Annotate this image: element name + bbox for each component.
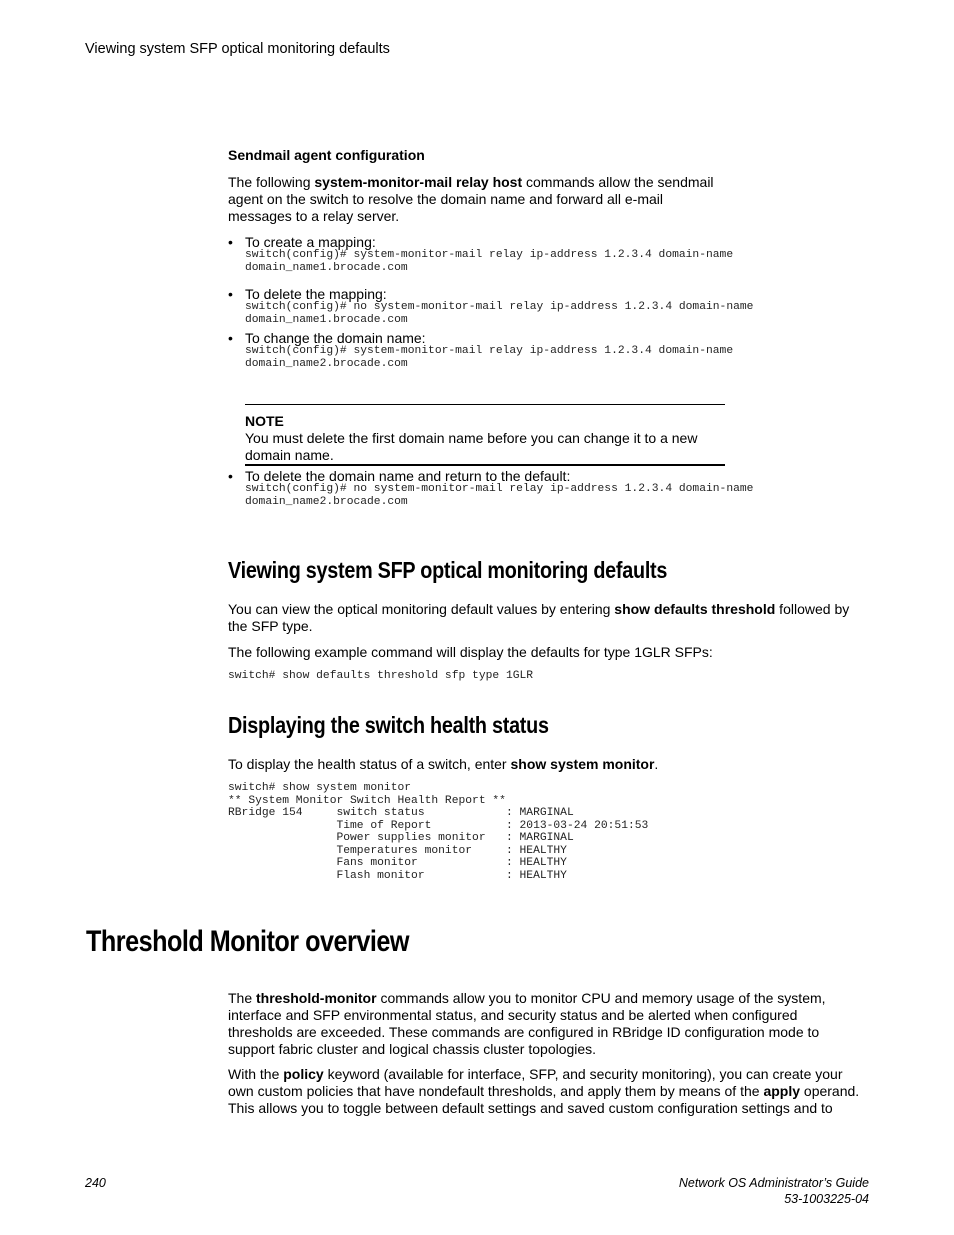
chapter-heading: Threshold Monitor overview <box>86 925 409 958</box>
section-heading-sendmail: Sendmail agent configuration <box>228 147 425 163</box>
code-block: switch# show defaults threshold sfp type 1GLR <box>228 670 534 682</box>
sfp-example-paragraph: The following example command will display the defaults for type 1GLR SFPs: <box>228 644 713 660</box>
page-number: 240 <box>85 1176 106 1190</box>
sendmail-intro-paragraph: The following system-monitor-mail relay host commands allow the sendmail agent on the switch to resolve the domain name and forward all e-mail messages to a relay server. <box>228 174 714 224</box>
code-block: switch(config)# no system-monitor-mail relay ip-address 1.2.3.4 domain-name domain_name1.brocade.com <box>245 301 754 326</box>
threshold-paragraph-1: The threshold-monitor commands allow you to monitor CPU and memory usage of the system, interface and SFP environmental status, and security status and be alerted when configured thresholds are exceeded. These commands are configured in RBridge ID configuration mode to support fabric cluster and logical chassis cluster topologies. <box>228 990 826 1057</box>
note-title: NOTE <box>245 413 284 429</box>
code-block: switch(config)# system-monitor-mail relay ip-address 1.2.3.4 domain-name domain_name1.brocade.com <box>245 249 734 274</box>
section-heading-sfp: Viewing system SFP optical monitoring defaults <box>228 557 668 583</box>
footer-guide-info: Network OS Administrator’s Guide 53-1003225-04 <box>678 1176 869 1206</box>
note-bottom-rule <box>245 464 725 466</box>
code-block: switch(config)# no system-monitor-mail relay ip-address 1.2.3.4 domain-name domain_name2.brocade.com <box>245 483 754 508</box>
note-text: You must delete the first domain name before you can change it to a new domain name. <box>245 430 698 463</box>
sfp-paragraph: You can view the optical monitoring default values by entering show defaults threshold followed by the SFP type. <box>228 601 850 634</box>
health-paragraph: To display the health status of a switch, enter show system monitor. <box>228 756 659 772</box>
running-head: Viewing system SFP optical monitoring defaults <box>85 41 390 57</box>
code-block: switch# show system monitor ** System Monitor Switch Health Report ** RBridge 154 switch status : MARGINAL Time of Report : 2013-03-24 20:51:53 Power supplies monitor : MARGINAL Temperatures monitor : HEALTHY Fans monitor : HEALTHY Flash monitor : HEALTHY <box>228 782 649 882</box>
threshold-paragraph-2: With the policy keyword (available for interface, SFP, and security monitoring), you can create your own custom policies that have nondefault thresholds, and apply them by means of the apply operand. This allows you to toggle between default settings and saved custom configuration settings and to <box>228 1066 860 1116</box>
note-top-rule <box>245 404 725 405</box>
code-block: switch(config)# system-monitor-mail relay ip-address 1.2.3.4 domain-name domain_name2.brocade.com <box>245 345 734 370</box>
section-heading-health: Displaying the switch health status <box>228 712 549 738</box>
